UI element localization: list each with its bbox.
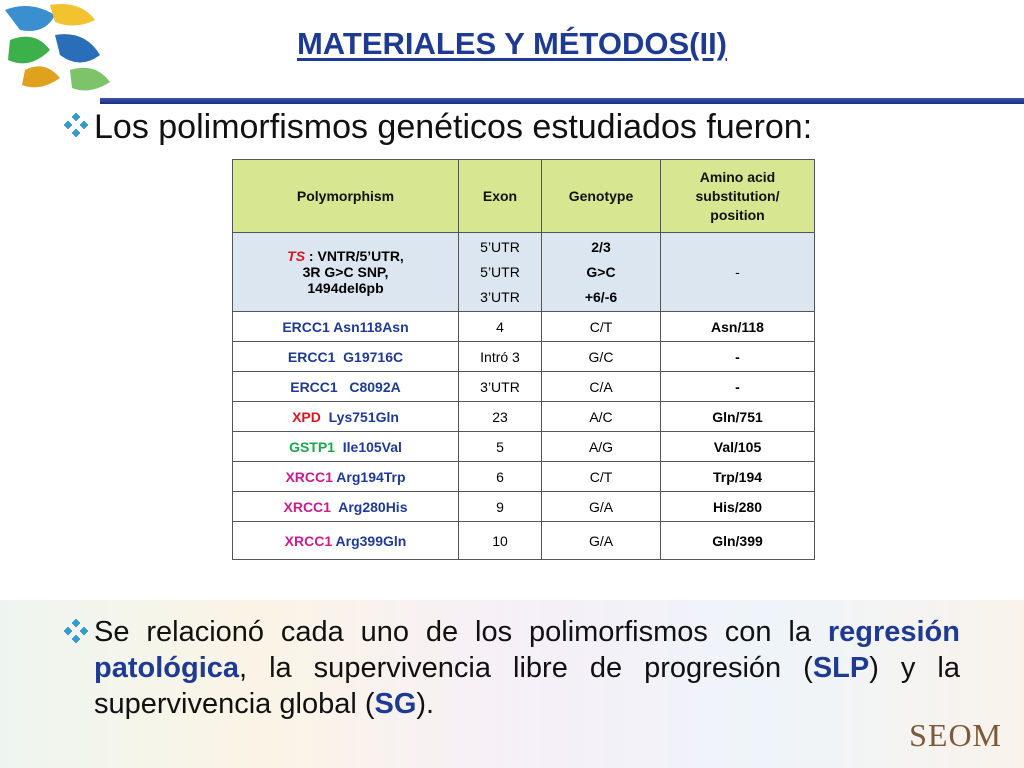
gene-name: ERCC1 (290, 378, 338, 395)
cell-amino-acid: - (661, 372, 815, 402)
cell-genotype: A/G (542, 432, 661, 462)
cell-genotype: A/C (542, 402, 661, 432)
cell-genotype: G/C (542, 342, 661, 372)
gene-name: XRCC1 (284, 532, 333, 549)
cell-exon: 6 (459, 462, 542, 492)
gene-name: XPD (292, 408, 321, 425)
cell-exon: 9 (459, 492, 542, 522)
table-row (233, 342, 815, 372)
variant-name: Arg194Trp (332, 468, 406, 485)
bullet-text: Los polimorfismos genéticos estudiados fueron: (94, 108, 813, 146)
cell-polymorphism (233, 492, 459, 522)
cell-amino-acid: - (661, 342, 815, 372)
cell-exon: 10 (459, 522, 542, 560)
bullet-polymorphisms (62, 108, 812, 147)
cell-exon: 3’UTR (459, 372, 542, 402)
variant-name: C8092A (337, 378, 401, 395)
cell-genotype: 2/3 G>C +6/-6 (542, 233, 661, 312)
variant-name: Arg280His (330, 498, 408, 515)
variant-name: Ile105Val (334, 438, 402, 455)
cell-polymorphism (233, 312, 459, 342)
header-amino-acid: Amino acid substitution/ position (661, 160, 815, 233)
bullet-text: Se relacionó cada uno de los polimorfismos con la regresión patológica, la supervivencia libre de progresión (SLP) y la supervivencia global (SG). (94, 616, 961, 720)
variant-name: Asn118Asn (329, 318, 409, 335)
table-row (233, 432, 815, 462)
gene-name: GSTP1 (289, 438, 335, 455)
diamond-bullet-icon (62, 111, 90, 139)
cell-amino-acid: Gln/751 (661, 402, 815, 432)
cell-exon: 5’UTR 5’UTR 3’UTR (459, 233, 542, 312)
cell-polymorphism (233, 402, 459, 432)
cell-amino-acid: Asn/118 (661, 312, 815, 342)
cell-genotype: C/A (542, 372, 661, 402)
cell-exon: 4 (459, 312, 542, 342)
cell-polymorphism (233, 372, 459, 402)
cell-amino-acid: His/280 (661, 492, 815, 522)
table-row (233, 402, 815, 432)
table-row (233, 522, 815, 560)
gene-name: XRCC1 (283, 498, 331, 515)
cell-polymorphism (233, 522, 459, 560)
cell-amino-acid: Gln/399 (661, 522, 815, 560)
bullet-relation (62, 614, 962, 722)
gene-name: ERCC1 (282, 318, 330, 335)
table-row (233, 233, 815, 312)
variant-name: Arg399Gln (332, 532, 407, 549)
gene-name: TS (287, 248, 306, 264)
gene-name: ERCC1 (287, 348, 336, 365)
cell-genotype: G/A (542, 492, 661, 522)
page-title: MATERIALES Y MÉTODOS(II) (296, 26, 728, 61)
variant-name: Lys751Gln (320, 408, 399, 425)
cell-exon: 23 (459, 402, 542, 432)
diamond-bullet-icon (62, 617, 90, 645)
table-row (233, 372, 815, 402)
table-row (233, 312, 815, 342)
table-row (233, 492, 815, 522)
seom-logo: SEOM (909, 717, 1002, 753)
cell-amino-acid: Val/105 (661, 432, 815, 462)
cell-polymorphism: TS : VNTR/5’UTR, 3R G>C SNP, 1494del6pb (233, 233, 459, 312)
variant-name: G19716C (335, 348, 404, 365)
cell-exon: Intró 3 (459, 342, 542, 372)
table-row (233, 462, 815, 492)
cell-genotype: G/A (542, 522, 661, 560)
cell-genotype: C/T (542, 462, 661, 492)
header-exon: Exon (459, 160, 542, 233)
cell-polymorphism (233, 432, 459, 462)
cell-exon: 5 (459, 432, 542, 462)
cell-polymorphism (233, 462, 459, 492)
gene-name: XRCC1 (285, 468, 333, 485)
header-polymorphism: Polymorphism (233, 160, 459, 233)
cell-polymorphism (233, 342, 459, 372)
polymorphism-table (232, 159, 815, 560)
cell-amino-acid: Trp/194 (661, 462, 815, 492)
title-divider (100, 98, 1024, 104)
header-genotype: Genotype (542, 160, 661, 233)
cell-amino-acid: - (661, 233, 815, 312)
cell-genotype: C/T (542, 312, 661, 342)
